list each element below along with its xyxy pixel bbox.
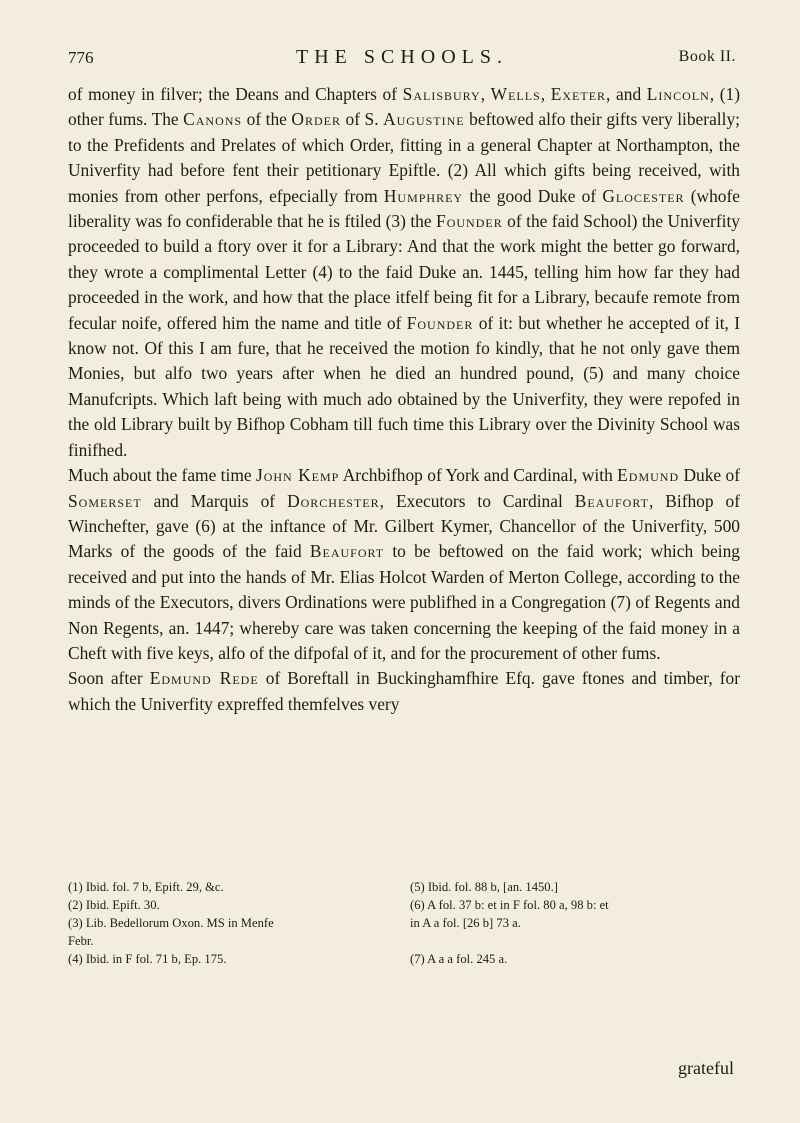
text-run: , Bifhop of Winchefter, gave (6) at the inftance of Mr. Gilbert Kymer, Chancellor of the Univerfity, 500 Marks of the goods of the faid (68, 490, 741, 562)
text-run: of Boreftall in Buckinghamfhire Efq. gave ftones and timber, for which the Univerfity expreffed themfelves very (68, 668, 740, 714)
proper-name: Lincoln (646, 84, 710, 104)
text-run: Soon after (68, 668, 150, 689)
paragraph (68, 82, 740, 463)
footnote-line: (3) Lib. Bedellorum Oxon. MS in Menfe (68, 916, 274, 930)
page-header (68, 42, 736, 72)
text-run: of money in filver; the Deans and Chapters of (68, 84, 403, 104)
footnote-line: (6) A fol. 37 b: et in F fol. 80 a, 98 b: et (410, 898, 609, 912)
proper-name: Augustine (383, 109, 465, 130)
proper-name: Glocester (602, 185, 685, 206)
catchword: grateful (678, 1058, 734, 1078)
proper-name: Founder (436, 211, 503, 232)
book-label: Book II. (678, 48, 736, 65)
proper-name: Canons (183, 109, 243, 130)
running-title: THE SCHOOLS. (295, 46, 508, 68)
footnotes (68, 878, 740, 968)
text-run: of it: but whether he accepted of it, I know not. Of this I am fure, that he received the motion fo kindly, that he not only gave them Monies, but alfo two years after when he died an hundred pound, (5) and many choice Manufcripts. Which laft being with much ado obtained by the Univerfity, they were repofed in the old Library built by Bifhop Cobham till fuch time this Library over the Divinity School was finifhed. (68, 312, 740, 460)
text-run: the good Duke of (463, 185, 603, 206)
main-text (68, 82, 740, 717)
proper-name: Wells (490, 84, 541, 104)
text-run: , (1) other fums. The (68, 84, 740, 130)
text-run: of the faid School) the Univerfity proceeded to build a ftory over it for a Library: And that the work might the better go forward, they wrote a complimental Letter (4) to the faid Duke an. 1445, telling him how far they had proceeded in the work, and how that the place itfelf being fit for a Library, becaufe remote from fecular noife, offered him the name and title of (68, 211, 740, 333)
proper-name: John Kemp (255, 465, 340, 486)
proper-name: Exeter (550, 84, 607, 104)
proper-name: Beaufort (574, 490, 649, 511)
proper-name: Order (291, 109, 341, 130)
text-run: , (540, 84, 551, 104)
page-number: 776 (68, 48, 94, 67)
text-run: and Marquis of (141, 490, 288, 511)
proper-name: Dorchester (287, 490, 380, 511)
footnotes-right-column (410, 878, 740, 968)
proper-name: Edmund (617, 465, 680, 486)
footnote-line: (2) Ibid. Epift. 30. (68, 898, 160, 912)
footnote-line (410, 932, 740, 950)
proper-name: Somerset (68, 490, 142, 511)
proper-name: Salisbury (402, 84, 481, 104)
footnote-line: (7) A a a fol. 245 a. (410, 952, 508, 966)
text-run: of the (242, 109, 292, 130)
paragraph (68, 666, 740, 717)
proper-name: Humphrey (383, 185, 464, 206)
text-run: (whofe liberality was fo confiderable that he is ftiled (3) the (68, 185, 741, 232)
proper-name: Founder (406, 312, 474, 333)
footnote-line: (5) Ibid. fol. 88 b, [an. 1450.] (410, 880, 558, 894)
text-run: beftowed alfo their gifts very liberally; to the Prefidents and Prelates of which Order, fitting in a general Chapter at Northampton, the Univerfity had before fent their petitionary Epiftle. (2) All which gifts being received, with monies from other perfons, efpecially from (68, 109, 740, 206)
text-run: , Executors to Cardinal (379, 490, 575, 511)
text-run: , (480, 84, 491, 104)
text-run: to be beftowed on the faid work; which being received and put into the hands of Mr. Elias Holcot Warden of Merton College, according to the minds of the Executors, divers Ordinations were publifhed in a Congregation (7) of Regents and Non Regents, an. 1447; whereby care was taken concerning the keeping of the faid money in a Cheft with five keys, alfo of the difpofal of it, and for the procurement of other fums. (68, 541, 740, 663)
footnote-line: (1) Ibid. fol. 7 b, Epift. 29, &c. (68, 880, 224, 894)
footnote-line: Febr. (68, 934, 94, 948)
proper-name: Edmund Rede (149, 668, 259, 689)
text-run: of S. (340, 109, 384, 130)
text-run: Much about the fame time (68, 465, 256, 486)
proper-name: Beaufort (309, 541, 385, 562)
text-run: Duke of (679, 465, 741, 486)
footnotes-left-column (68, 878, 398, 968)
text-run: Archbifhop of York and Cardinal, with (339, 465, 618, 486)
paragraph (68, 463, 740, 666)
footnote-line: (4) Ibid. in F fol. 71 b, Ep. 175. (68, 952, 227, 966)
text-run: , and (606, 84, 647, 104)
footnote-line: in A a fol. [26 b] 73 a. (410, 916, 521, 930)
